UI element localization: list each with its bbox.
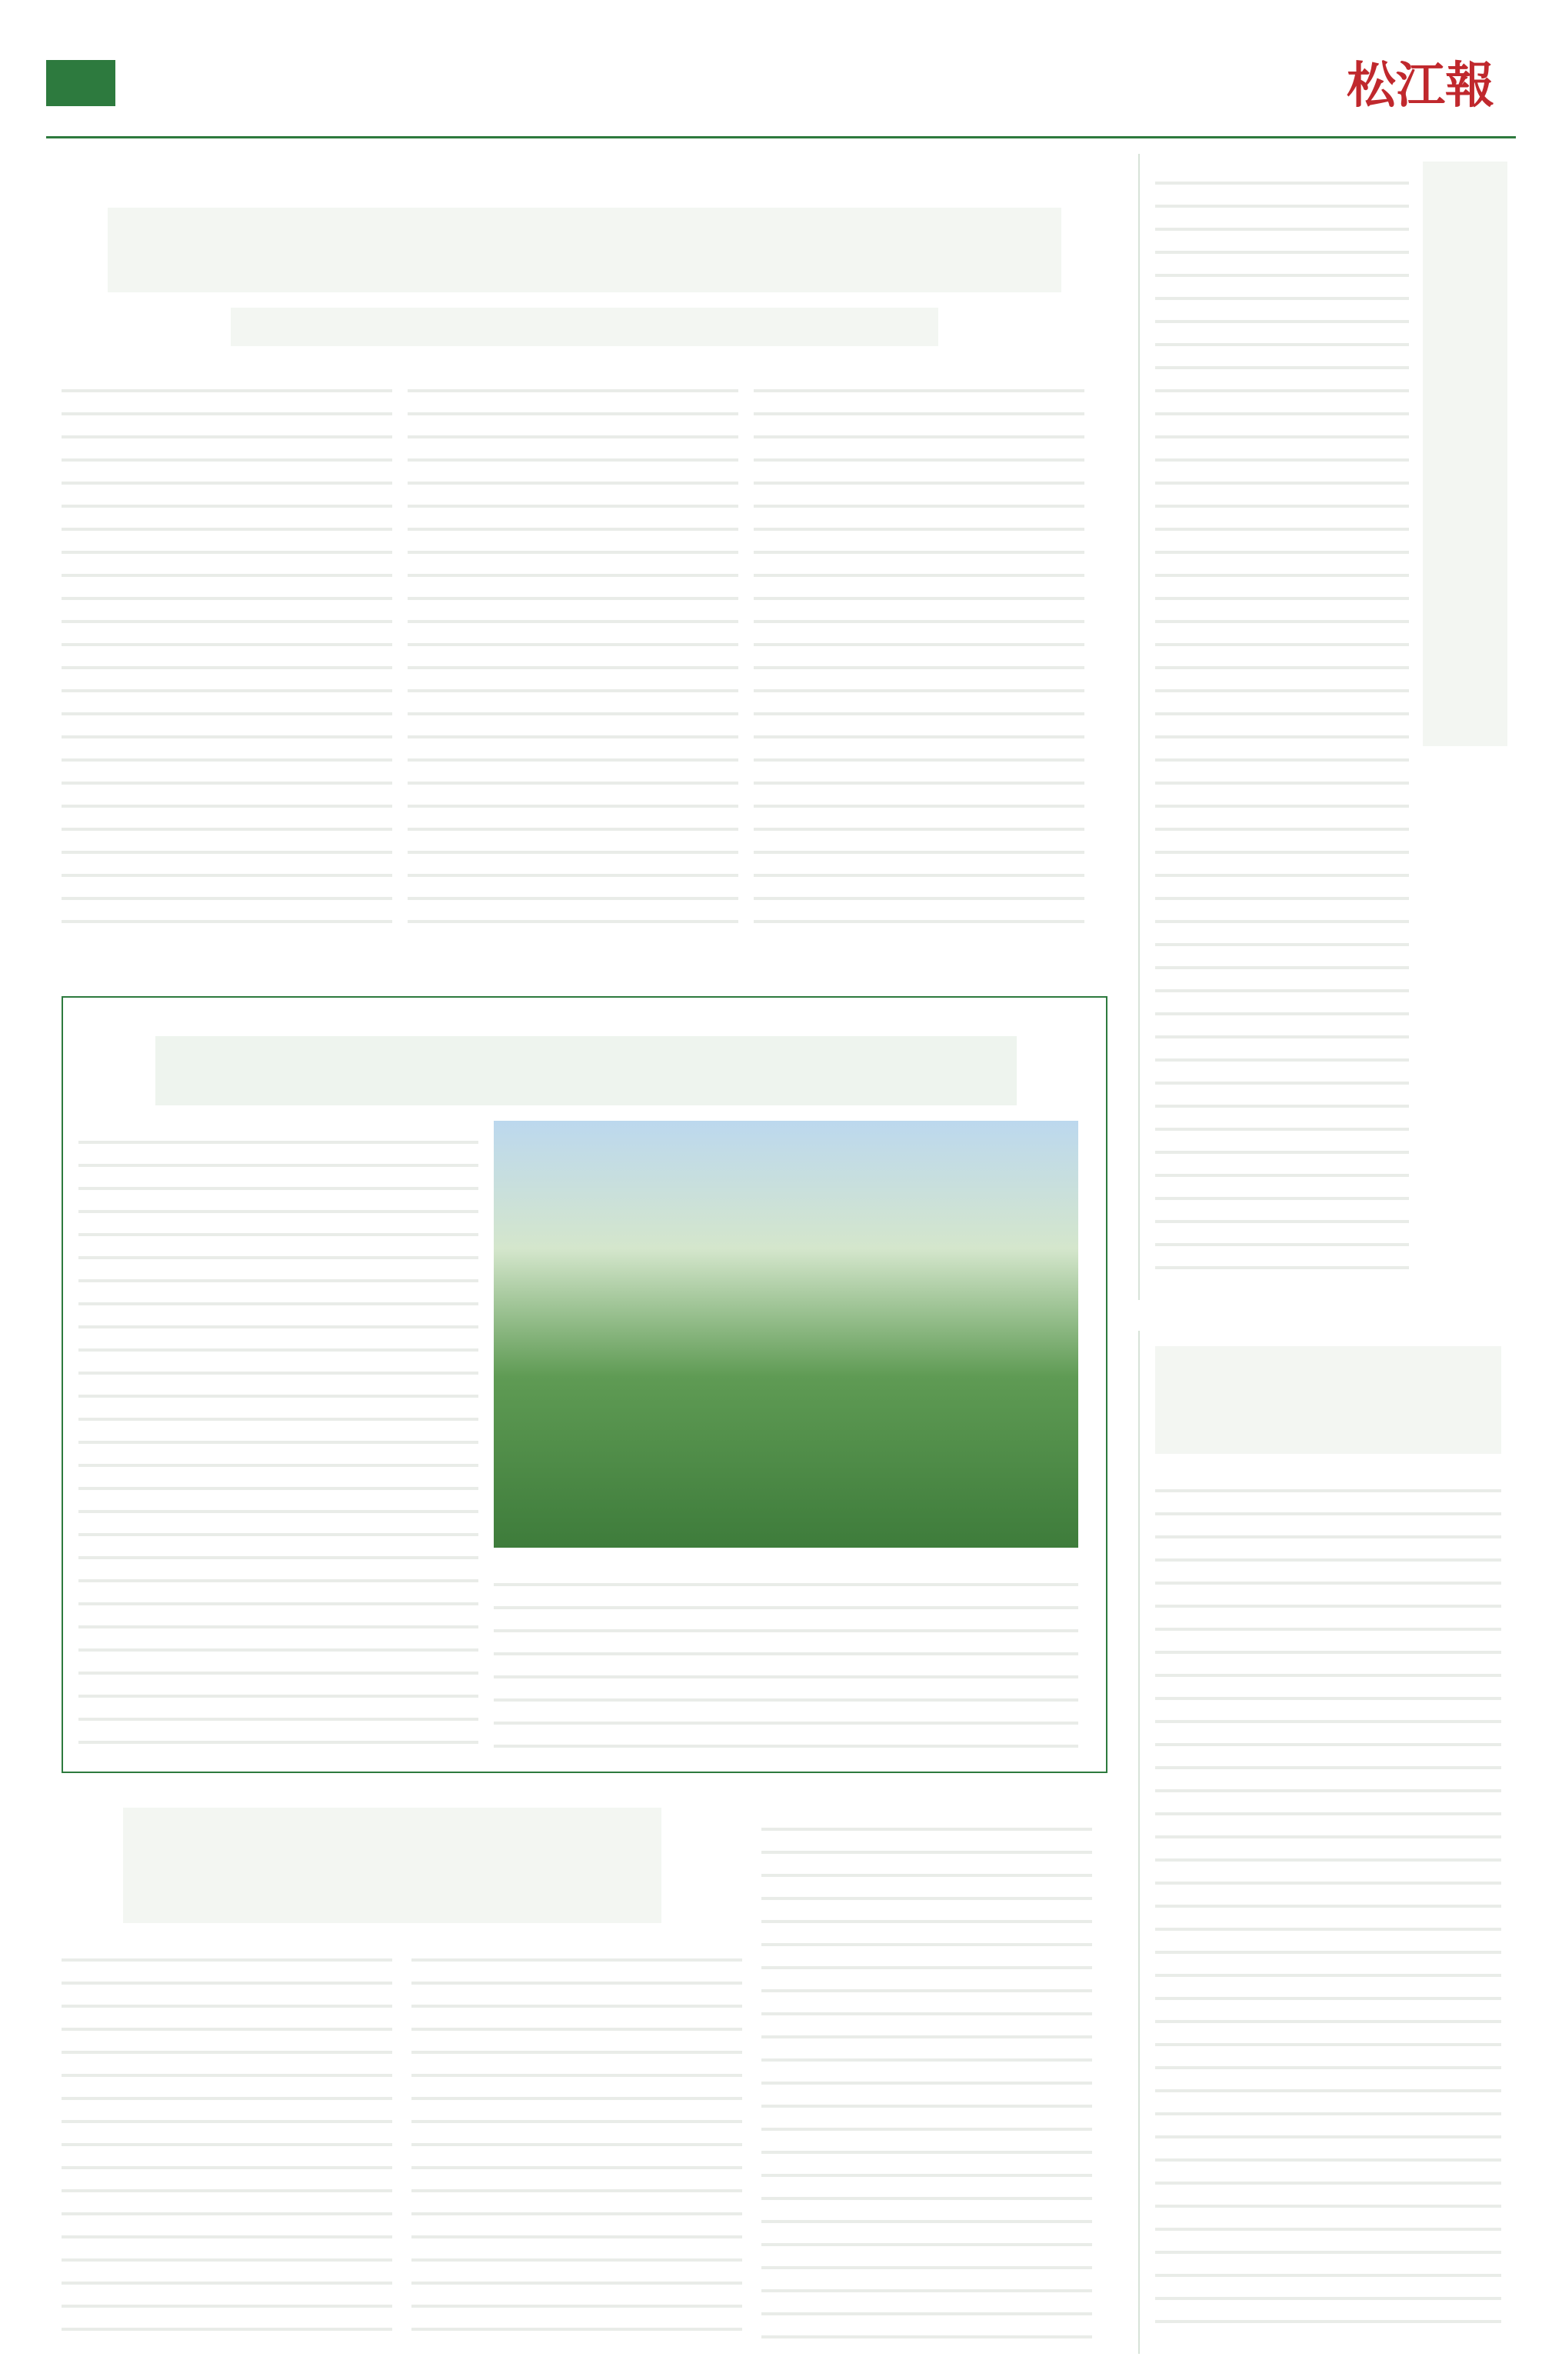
- lead-column-3: [754, 369, 1084, 938]
- jinhua-column-1: [62, 1938, 392, 2338]
- anhui-article: [1138, 1331, 1515, 2354]
- lead-article: [46, 177, 1123, 954]
- lotus-photo: [494, 1121, 1078, 1548]
- lead-column-2: [408, 369, 738, 938]
- anhui-column: [1155, 1469, 1501, 2338]
- yunnan-article: [62, 996, 1107, 1773]
- section-tag: [46, 60, 115, 106]
- masthead-logo: 松江報: [1347, 57, 1494, 115]
- yunnan-column-1: [78, 1121, 478, 1759]
- masthead: [1347, 46, 1516, 115]
- lead-headline: [108, 208, 1061, 292]
- right-rail-article: [1138, 154, 1515, 1300]
- lead-column-1: [62, 369, 392, 938]
- jinhua-headline: [123, 1808, 661, 1923]
- anhui-headline: [1155, 1346, 1501, 1454]
- right-rail-vertical-headline: [1423, 162, 1507, 746]
- jinhua-column-3: [761, 1808, 1092, 2338]
- jinhua-article: [62, 1800, 1107, 2354]
- lead-subheadline: [231, 308, 938, 346]
- yunnan-column-2: [494, 1563, 1078, 1759]
- yunnan-headline: [155, 1036, 1017, 1105]
- page-header: [46, 23, 1516, 138]
- jinhua-column-2: [411, 1938, 742, 2338]
- right-rail-column: [1155, 162, 1409, 1285]
